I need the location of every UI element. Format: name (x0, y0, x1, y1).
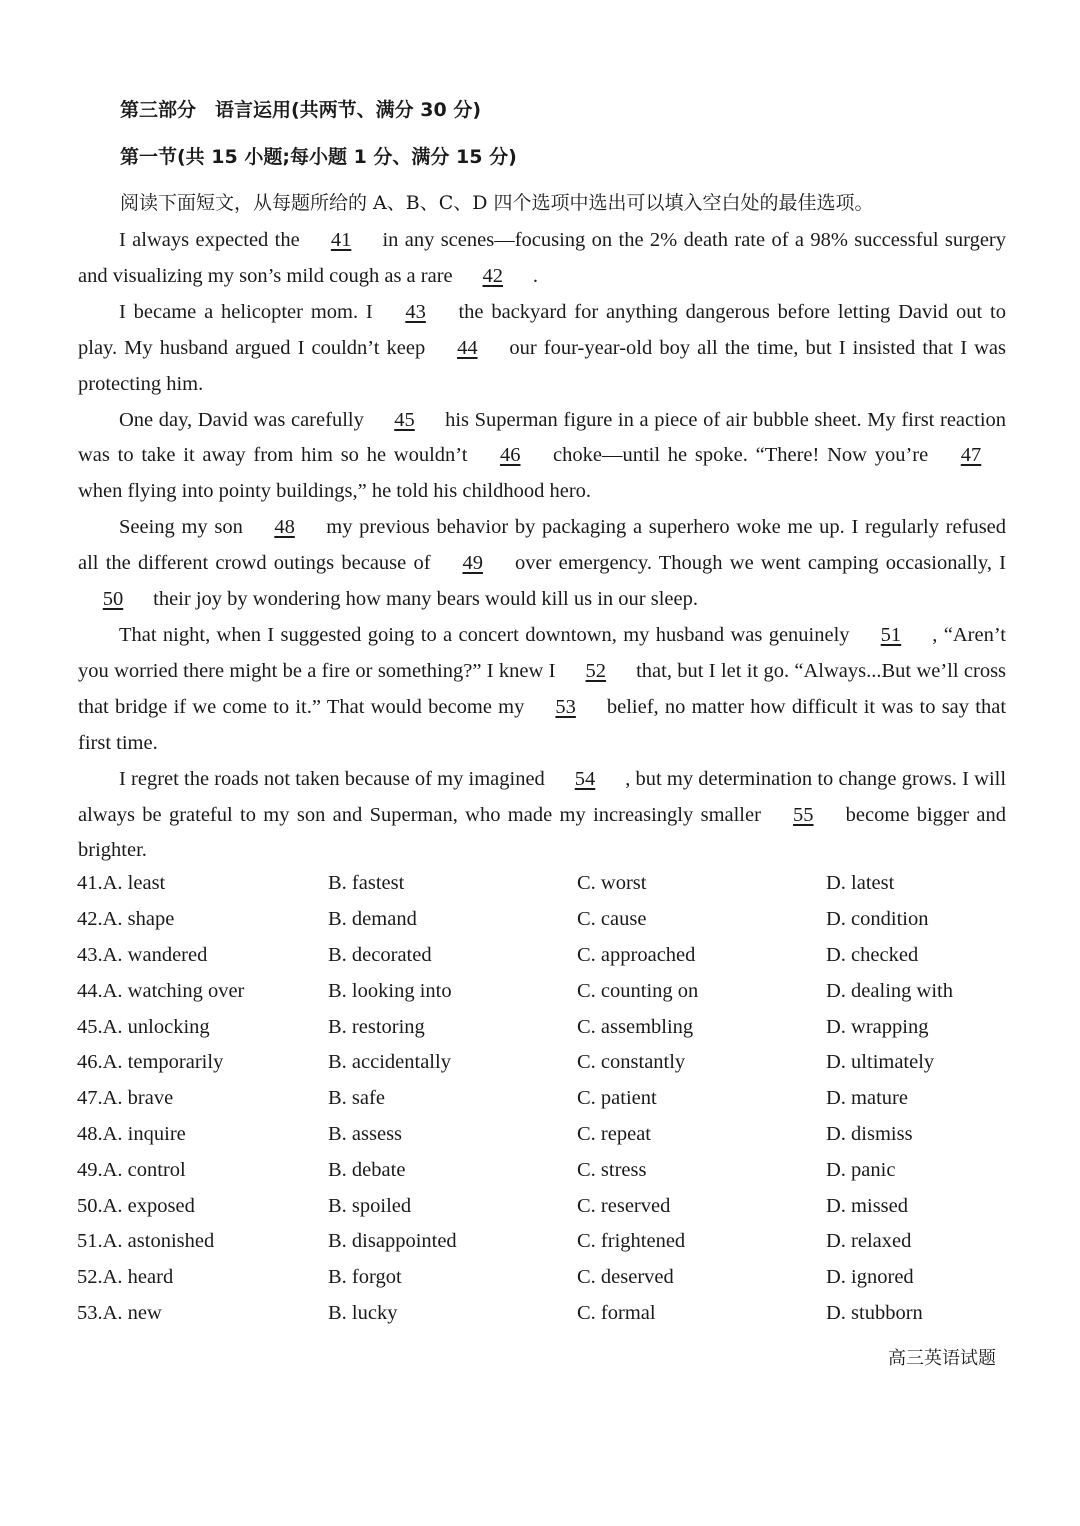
passage-text: in any scenes—focusing on the 2% death rate of a 98% successful surgery and visualizing my son’s mild cough as a rare (78, 229, 1006, 287)
passage-text: the backyard for anything dangerous before letting David out to play. My husband argued I couldn’t keep (78, 300, 1006, 359)
passage-text: I regret the roads not taken because of my imagined (119, 767, 545, 790)
option-b: B. restoring (328, 1015, 425, 1038)
passage-paragraph (78, 510, 1006, 618)
option-d: D. checked (826, 943, 919, 966)
passage-text: their joy by wondering how many bears would kill us in our sleep. (153, 588, 698, 611)
option-row (77, 938, 1007, 974)
answer-options (77, 866, 1007, 1331)
option-c: C. approached (577, 943, 696, 966)
option-b: B. fastest (328, 872, 405, 895)
option-row (77, 1081, 1007, 1117)
blank-42: 42 (482, 264, 503, 287)
passage-text: , but my determination to change grows. I will always be grateful to my son and Superman, who made my increasingly smaller (78, 767, 1007, 826)
passage-text: One day, David was carefully (119, 408, 364, 431)
option-c: C. deserved (577, 1266, 674, 1289)
option-a: 52.A. heard (77, 1266, 174, 1289)
option-row (77, 866, 1007, 902)
option-b: B. disappointed (328, 1230, 457, 1253)
option-b: B. accidentally (328, 1051, 451, 1074)
option-c: C. counting on (577, 979, 699, 1002)
option-d: D. latest (826, 872, 895, 895)
option-d: D. missed (826, 1194, 908, 1217)
passage-paragraph (78, 762, 1006, 870)
blank-55: 55 (793, 803, 814, 826)
option-d: D. stubborn (826, 1301, 923, 1324)
page-footer: 高三英语试题 (888, 1348, 996, 1369)
passage-text: I always expected the (119, 229, 300, 251)
option-a: 46.A. temporarily (77, 1051, 224, 1074)
blank-49: 49 (462, 552, 483, 575)
passage-text: choke—until he spoke. “There! Now you’re (553, 444, 929, 467)
option-c: C. frightened (577, 1230, 686, 1253)
passage-text: . (532, 264, 538, 287)
option-row (77, 1152, 1007, 1188)
option-c: C. formal (577, 1301, 656, 1324)
blank-45: 45 (394, 408, 415, 431)
option-c: C. assembling (577, 1015, 694, 1038)
cloze-passage (78, 223, 1006, 869)
option-b: B. looking into (328, 979, 452, 1002)
option-c: C. reserved (577, 1194, 671, 1217)
blank-50: 50 (102, 588, 124, 611)
passage-text: That night, when I suggested going to a concert downtown, my husband was genuinely (119, 623, 850, 646)
option-row (77, 1260, 1007, 1296)
passage-text: our four-year-old boy all the time, but I insisted that I was protecting him. (78, 336, 1006, 395)
option-a: 47.A. brave (77, 1087, 174, 1110)
option-a: 45.A. unlocking (77, 1015, 210, 1038)
passage-paragraph (78, 223, 1006, 295)
option-b: B. safe (328, 1087, 385, 1110)
option-c: C. constantly (577, 1051, 686, 1074)
option-row (77, 1117, 1007, 1153)
option-d: D. ultimately (826, 1051, 935, 1074)
option-b: B. decorated (328, 943, 432, 966)
option-a: 53.A. new (77, 1301, 162, 1324)
option-a: 42.A. shape (77, 908, 175, 931)
passage-paragraph (78, 403, 1006, 511)
option-a: 48.A. inquire (77, 1122, 186, 1145)
option-a: 43.A. wandered (77, 943, 208, 966)
option-a: 51.A. astonished (77, 1230, 215, 1253)
option-a: 44.A. watching over (77, 979, 245, 1002)
passage-text: over emergency. Though we went camping occasionally, I (514, 552, 1007, 575)
option-row (77, 973, 1007, 1009)
blank-54: 54 (574, 767, 596, 790)
option-row (77, 902, 1007, 938)
option-c: C. patient (577, 1087, 657, 1110)
passage-text: that, but I let it go. “Always...But we’ll cross that bridge if we come to it.” That would become my (78, 659, 1007, 718)
option-d: D. condition (826, 908, 929, 931)
option-d: D. relaxed (826, 1230, 912, 1253)
option-b: B. spoiled (328, 1194, 412, 1217)
blank-52: 52 (585, 659, 607, 682)
option-d: D. dismiss (826, 1122, 913, 1145)
option-b: B. debate (328, 1158, 406, 1181)
option-row (77, 1188, 1007, 1224)
passage-paragraph (78, 295, 1006, 403)
blank-51: 51 (880, 623, 902, 646)
option-row (77, 1224, 1007, 1260)
option-c: C. cause (577, 908, 647, 931)
blank-41: 41 (330, 229, 352, 251)
option-d: D. mature (826, 1087, 908, 1110)
passage-text: belief, no matter how difficult it was to say that first time. (78, 695, 1007, 754)
option-c: C. worst (577, 872, 647, 895)
option-b: B. assess (328, 1122, 403, 1145)
passage-text: when flying into pointy buildings,” he told his childhood hero. (78, 480, 592, 503)
part-title: 第三部分 语言运用(共两节、满分 30 分) (120, 99, 482, 121)
blank-48: 48 (274, 516, 295, 539)
option-b: B. demand (328, 908, 417, 931)
passage-text: Seeing my son (119, 516, 243, 539)
option-row (77, 1296, 1007, 1332)
option-a: 50.A. exposed (77, 1194, 195, 1217)
instruction-text: 阅读下面短文，从每题所给的 A、B、C、D 四个选项中选出可以填入空白处的最佳选项。 (120, 192, 874, 214)
option-d: D. wrapping (826, 1015, 929, 1038)
blank-46: 46 (499, 444, 521, 467)
option-b: B. forgot (328, 1266, 402, 1289)
option-a: 41.A. least (77, 872, 166, 895)
option-b: B. lucky (328, 1301, 398, 1324)
option-d: D. dealing with (826, 979, 953, 1002)
option-d: D. ignored (826, 1266, 914, 1289)
passage-paragraph (78, 618, 1006, 762)
option-row (77, 1045, 1007, 1081)
passage-text: , “Aren’t you worried there might be a fire or something?” I knew I (78, 623, 1006, 682)
blank-53: 53 (555, 695, 576, 718)
option-row (77, 1009, 1007, 1045)
blank-47: 47 (960, 444, 982, 467)
option-c: C. repeat (577, 1122, 651, 1145)
passage-text: my previous behavior by packaging a superhero woke me up. I regularly refused all the different crowd outings because of (78, 516, 1007, 575)
option-a: 49.A. control (77, 1158, 186, 1181)
section-title: 第一节(共 15 小题;每小题 1 分、满分 15 分) (120, 146, 517, 168)
option-d: D. panic (826, 1158, 896, 1181)
blank-43: 43 (405, 300, 426, 323)
blank-44: 44 (457, 336, 478, 359)
passage-text: his Superman figure in a piece of air bubble sheet. My first reaction was to take it away from him so he wouldn’t (78, 408, 1007, 467)
passage-text: I became a helicopter mom. I (119, 300, 373, 323)
option-c: C. stress (577, 1158, 647, 1181)
passage-text: become bigger and brighter. (78, 803, 1007, 862)
